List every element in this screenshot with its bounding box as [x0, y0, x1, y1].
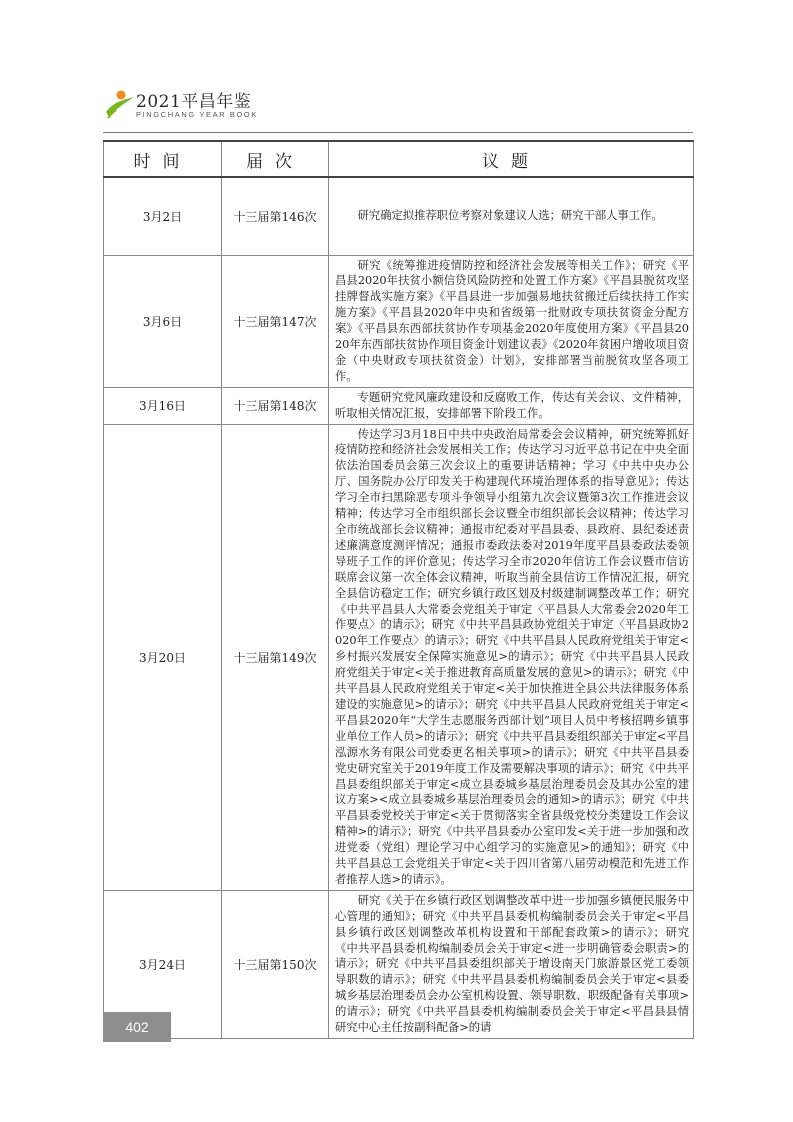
- row-topic: 传达学习3月18日中共中央政治局常委会会议精神，研究统筹抓好疫情防控和经济社会发展相关工作；传达学习习近平总书记在中央全面依法治国委员会第三次会议上的重要讲话精神；学习《中共中央办公厅、国务院办公厅印发关于构建现代环境治理体系的指导意见》；传达学习全市扫黑除恶专项斗争领导小组第九次会议暨第3次工作推进会议精神；传达学习全市组织部长会议暨全市组织部长会议精神；传达学习全市统战部长会议精神；通报市纪委对平昌县委、县政府、县纪委述责述廉满意度测评情况；通报市委政法委对2019年度平昌县委政法委领导班子工作的评价意见；传达学习全市2020年信访工作会议暨市信访联席会议第一次全体会议精神，听取当前全县信访工作情况汇报，研究全县信访稳定工作；研究乡镇行政区划及村级建制调整改革工作；研究《中共平昌县人大常委会党组关于审定〈平昌县人大常委会2020年工作要点〉的请示》；研究《中共平昌县政协党组关于审定〈平昌县政协2020年工作要点〉的请示》；研究《中共平昌县人民政府党组关于审定<乡村振兴发展安全保障实施意见>的请示》；研究《中共平昌县人民政府党组关于审定<关于推进教育高质量发展的意见>的请示》；研究《中共平昌县人民政府党组关于审定<关于加快推进全县公共法律服务体系建设的实施意见>的请示》；研究《中共平昌县人民政府党组关于审定<平昌县2020年“大学生志愿服务西部计划”项目人员中考核招聘乡镇事业单位工作人员>的请示》；研究《中共平昌县委组织部关于审定<平昌泓源水务有限公司党委更名相关事项>的请示》；研究《中共平昌县委党史研究室关于2019年度工作及需要解决事项的请示》；研究《中共平昌县委组织部关于审定<成立县委城乡基层治理委员会及其办公室的建议方案><成立县委城乡基层治理委员会的通知>的请示》；研究《中共平昌县委党校关于审定<关于贯彻落实全省县级党校分类建设工作会议精神>的请示》；研究《中共平昌县委办公室印发<关于进一步加强和改进党委（党组）理论学习中心组学习的实施意见>的通知》；研究《中共平昌县总工会党组关于审定<关于四川省第八届劳动模范和先进工作者推荐人选>的请示》。: [329, 424, 694, 890]
- row-date: 3月2日: [104, 177, 222, 255]
- row-session: 十三届第148次: [222, 387, 329, 424]
- header-date: 时间: [104, 141, 222, 177]
- row-session: 十三届第149次: [222, 424, 329, 890]
- row-date: 3月20日: [104, 424, 222, 890]
- row-topic: 专题研究党风廉政建设和反腐败工作，传达有关会议、文件精神，听取相关情况汇报，安排部署下阶段工作。: [329, 387, 694, 424]
- header-divider: [103, 132, 693, 133]
- header-topic: 议题: [329, 141, 694, 177]
- row-date: 3月16日: [104, 387, 222, 424]
- row-session: 十三届第147次: [222, 255, 329, 387]
- row-topic: 研究《关于在乡镇行政区划调整改革中进一步加强乡镇便民服务中心管理的通知》；研究《中共平昌县委机构编制委员会关于审定<平昌县乡镇行政区划调整改革机构设置和干部配套政策>的请示》；研究《中共平昌县委机构编制委员会关于审定<进一步明确管委会职责>的请示》；研究《中共平昌县委组织部关于增设南天门旅游景区党工委领导职数的请示》；研究《中共平昌县委机构编制委员会关于审定<县委城乡基层治理委员会办公室机构设置、领导职数、职级配备有关事项>的请示》；研究《中共平昌县委机构编制委员会关于审定<平昌县县情研究中心主任按副科配备>的请: [329, 890, 694, 1038]
- page-header: [103, 78, 693, 138]
- table-row: [104, 424, 694, 890]
- table-row: [104, 890, 694, 1038]
- page-number: 402: [125, 1019, 149, 1035]
- table-row: [104, 255, 694, 387]
- header-session: 届次: [222, 141, 329, 177]
- page-number-tab: [103, 1012, 171, 1042]
- row-session: 十三届第146次: [222, 177, 329, 255]
- meeting-records-table: [103, 140, 694, 1039]
- row-date: 3月24日: [104, 890, 222, 1038]
- yearbook-logo-icon: [103, 90, 137, 124]
- table-header-row: [104, 141, 694, 177]
- yearbook-subtitle: PINGCHANG YEAR BOOK: [136, 110, 258, 119]
- row-topic: 研究确定拟推荐职位考察对象建议人选；研究干部人事工作。: [329, 177, 694, 255]
- table-row: [104, 387, 694, 424]
- row-session: 十三届第150次: [222, 890, 329, 1038]
- row-topic: 研究《统筹推进疫情防控和经济社会发展等相关工作》；研究《平昌县2020年扶贫小额信贷风险防控和处置工作方案》《平昌县脱贫攻坚挂牌督战实施方案》《平昌县进一步加强易地扶贫搬迁后续扶持工作实施方案》《平昌县2020年中央和省级第一批财政专项扶贫资金分配方案》《平昌县东西部扶贫协作专项基金2020年度使用方案》《平昌县2020年东西部扶贫协作项目资金计划建议表》《2020年贫困户增收项目资金（中央财政专项扶贫资金）计划》，安排部署当前脱贫攻坚各项工作。: [329, 255, 694, 387]
- row-date: 3月6日: [104, 255, 222, 387]
- yearbook-title: 2021平昌年鉴: [136, 92, 252, 112]
- table-row: [104, 177, 694, 255]
